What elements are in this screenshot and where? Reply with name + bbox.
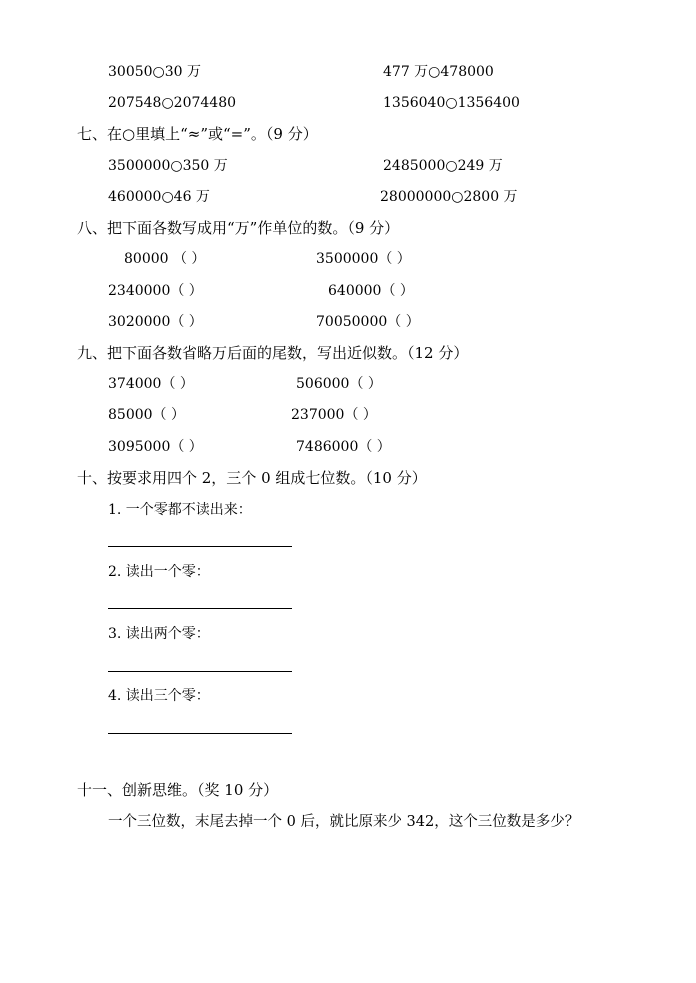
section-11-title: 十一、创新思维。（奖 10 分） xyxy=(77,781,279,799)
compare-item: 28000000○2800 万 xyxy=(380,189,518,205)
compare-item: 30050○30 万 xyxy=(108,64,202,80)
compare-item: 207548○2074480 xyxy=(108,95,237,111)
compare-item: 1356040○1356400 xyxy=(383,95,520,111)
section-10-title: 十、按要求用四个 2，三个 0 组成七位数。（10 分） xyxy=(77,469,427,487)
compare-item: 460000○46 万 xyxy=(108,189,210,205)
question-2-label: 2. 读出一个零： xyxy=(108,564,210,580)
approximation-item: 237000（ ） xyxy=(291,407,377,423)
approximation-item: 7486000（ ） xyxy=(296,439,391,455)
answer-line-1[interactable] xyxy=(108,546,292,547)
question-1-label: 1. 一个零都不读出来： xyxy=(108,502,252,518)
compare-item: 3500000○350 万 xyxy=(108,158,228,174)
approximation-item: 85000（ ） xyxy=(108,407,185,423)
conversion-item: 2340000（ ） xyxy=(108,283,203,299)
answer-line-4[interactable] xyxy=(108,733,292,734)
answer-line-2[interactable] xyxy=(108,608,292,609)
answer-line-3[interactable] xyxy=(108,671,292,672)
approximation-item: 374000（ ） xyxy=(108,376,194,392)
approximation-item: 506000（ ） xyxy=(296,376,382,392)
conversion-item: 80000 （ ） xyxy=(124,251,206,267)
section-9-title: 九、把下面各数省略万后面的尾数，写出近似数。（12 分） xyxy=(77,344,469,362)
compare-item: 2485000○249 万 xyxy=(383,158,503,174)
conversion-item: 3020000（ ） xyxy=(108,314,203,330)
compare-item: 477 万○478000 xyxy=(383,64,494,80)
approximation-item: 3095000（ ） xyxy=(108,439,203,455)
question-3-label: 3. 读出两个零： xyxy=(108,626,210,642)
section-7-title: 七、在○里填上“≈”或“=”。（9 分） xyxy=(77,125,318,143)
section-11-question: 一个三位数，末尾去掉一个 0 后，就比原来少 342，这个三位数是多少？ xyxy=(108,814,580,830)
conversion-item: 640000（ ） xyxy=(328,283,414,299)
conversion-item: 70050000（ ） xyxy=(316,314,420,330)
question-4-label: 4. 读出三个零： xyxy=(108,688,210,704)
conversion-item: 3500000（ ） xyxy=(316,251,411,267)
section-8-title: 八、把下面各数写成用“万”作单位的数。（9 分） xyxy=(77,219,400,237)
